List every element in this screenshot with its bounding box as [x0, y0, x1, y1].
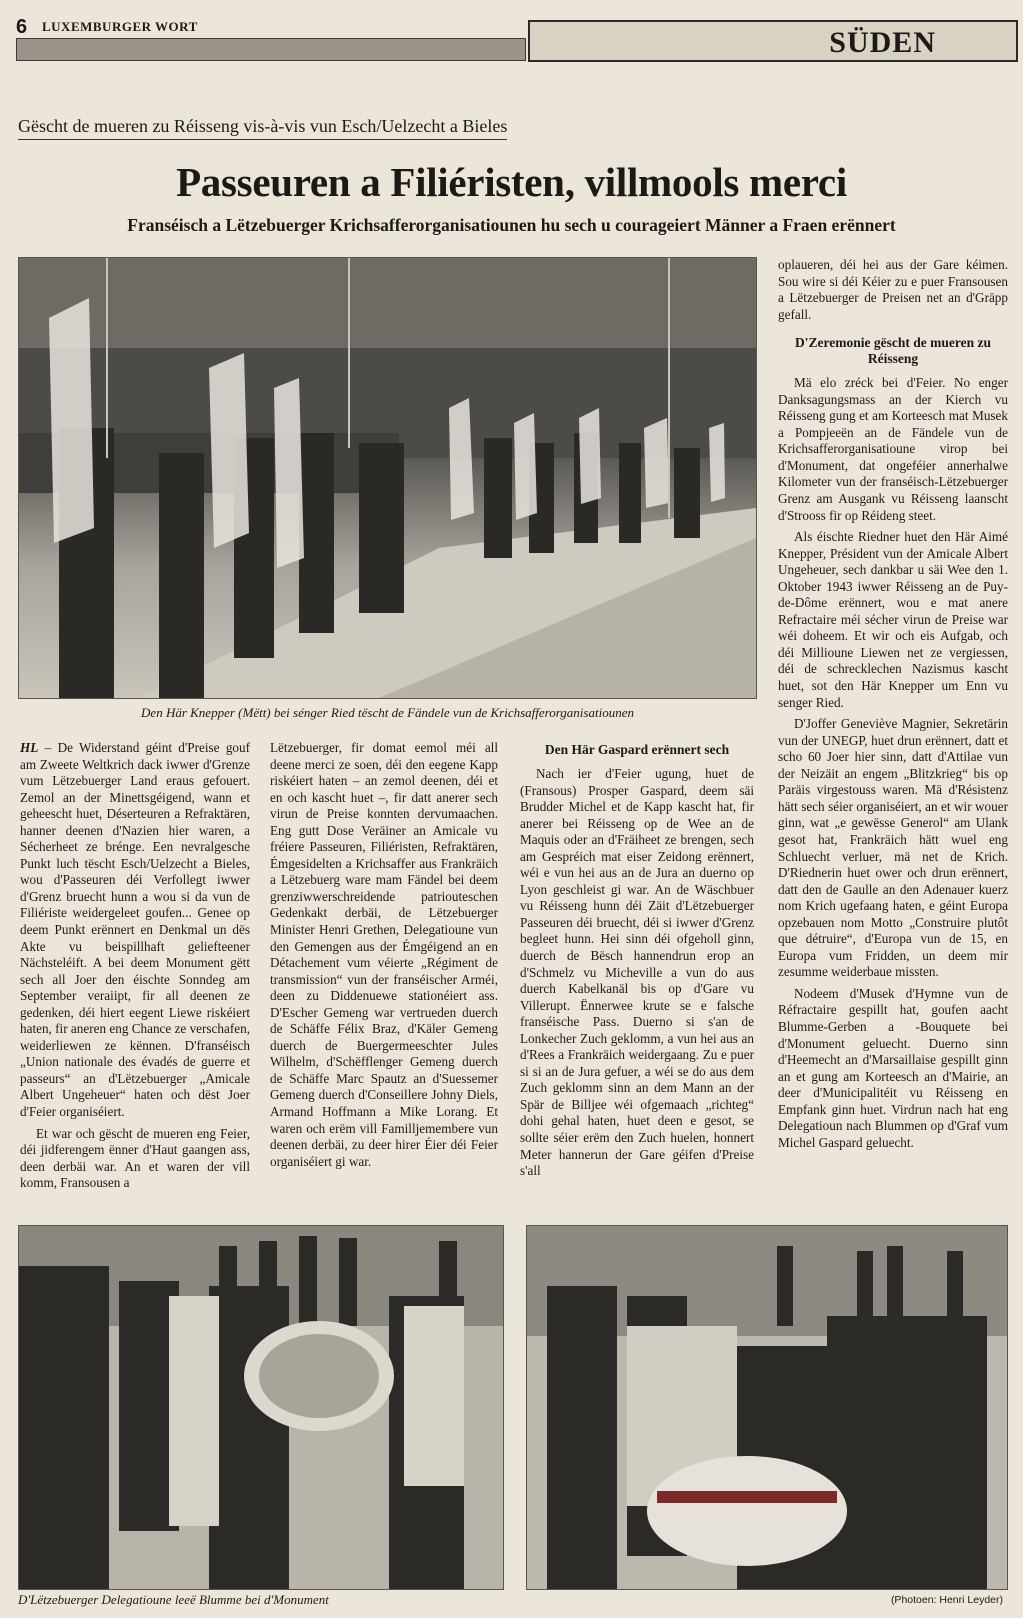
paragraph: Nach ier d'Feier ugung, huet de (Fransous) Prosper Gaspard, deem säi Brudder Michel et de Kapp kascht hat, fir anerer bei Réisseng op de Wee an de Maquis oder an d'Fräiheet ze brengen, sech am Gespréich mat eiser Zeidong erënnert, wéi e vun hei aus an de Jura an duerno op Lyon geschleist gi war. An de Wäschbuer vu Réisseng hunn déi Zäit d'Lëtzebuerger Passeuren déi bruecht, déi si iwwer d'Grenz begleet hunn. Hei sinn déi ofgeholl ginn, duerch de Bësch hannendrun erop an d'Schmelz vu Micheville a vun do aus duerch Kabelkanäl bis op d'Gare vu Villerupt. Ënnerwee krute se e falsche franséische Pass. Duerno si s'an de Lonkecher Zuch geklomm, a vun hei aus an d'Rees a Frankräich weidergaang. Zu e puer si si an de Jura gefuer, a wéi se do aus dem Zuch geklomm sinn an dem Mann an der Spär de Billjee wéi ofgemaach „richteg“ dohi gehal haten, huet deen e gesot, se sollte séier erëm den Zuch huelen, honnert Meter hannerun der Gare géifen d'Preise s'all	[520, 766, 754, 1179]
paragraph-text: – De Widerstand géint d'Preise gouf am Zweete Weltkrich dack iwwer d'Grenze vum Lëtzebuerger Land eraus gefouert. Zemol an der Minettsgéigend, wann et geheescht huet, Déserteuren a Refraktären, hanner deenen d'Nazien hier waren, a Sécherheet ze brénge. Een nevralgesche Punkt luch tëscht Esch/Uelzecht a Bieles, wou d'Passeuren déi Verfollegt iwwer d'Grenz bruecht hunn a wou si da vun de Filiériste weidergeleet goufen... Genee op deem Punkt erënnert en Denkmal un dës Akte vu beispillhaft geliefteener Nächsteléift. A bei deem Monument gëtt sech all Joer den éischte Sonndeg am September veraiipt, fir all deenen ze gedenken, déi hiert eegent Liewe riskéiert haten, fir aneren eng Chance ze verschafen, weiderliewen ze kënnen. D'franséisch „Union nationale des évadés de guerre et passeurs“ an d'Lëtzebuerger „Amicale Albert Ungeheuer“ haten och dëst Joer d'Feier organiséiert.	[20, 740, 250, 1120]
author-initials: HL	[20, 740, 39, 755]
section-box	[528, 20, 1018, 62]
paragraph	[20, 740, 250, 1121]
paragraph: Als éischte Riedner huet den Här Aimé Knepper, Président vun der Amicale Albert Ungeheuer, sech dankbar u säi Wee den 1. Oktober 1943 iwwer Réisseng an de Puy-de-Dôme erënnert, wou e mat anere Refractaire méi sécher virun de Preise war wéi doheem. Et wir och eis Aufgab, och déi Millioune Liewen net ze vergiessen, déi de schrecklechen Nazismus kascht huet, sot den Här Knepper um Enn vu senger Ried.	[778, 529, 1008, 710]
bottom-photo-caption: D'Lëtzebuerger Delegatioune leeë Blumme bei d'Monument	[18, 1592, 329, 1607]
paragraph: Lëtzebuerger, fir domat eemol méi all deene merci ze soen, déi den eegene Kapp riskéiert haten – an zemol deenen, déi et en och kascht huet –, fir datt anerer sech virun de Preise konnten dervumaachen. Eng gutt Dose Veräiner an Amicale vu fréiere Passeuren, Filiéristen, Refraktären, Émgesidelten a Krichsaffer aus Frankräich a Lëtzebuerg ware mam Fändel bei deem grenziwwerschreidende patriouteschen Gedenkakt derbäi, de Lëtzebuerger Minister Henri Grethen, Delegatioune vun den Gemengen aus der Émgéigend an en Détachement vum véierte „Régiment de transmission“ vun der franséischer Arméi, deen zu Diddenuewe stationéiert ass. D'Escher Gemeng war vertrueden duerch de Schäffe Félix Braz, d'Käler Gemeng duerch de Buergermeeschter Jules Wilhelm, d'Schëfflenger Gemeng duerch de Schäffe Marc Spautz an d'Suessemer Gemeng duerch d'Conseillere Johny Diels, Armand Hoffmann a Mike Lorang. Et waren och erëm vill Familljemembere vun deenen derbäi, zu deer hirer Éier déi Feier organiséiert gi war.	[270, 740, 498, 1169]
ceremony-photo	[18, 257, 757, 699]
section-heading: Den Här Gaspard erënnert sech	[544, 742, 730, 757]
paragraph: Nodeem d'Musek d'Hymne vun de Réfractaire gespillt hat, goufen aacht Blumme-Gerben a -Bouquete bei d'Monument geluecht. Duerno sinn d'Heemecht an d'Marsaillaise gespillt ginn an et gung am Korteesch an d'Mairie, an deer d'Municipalitéit vu Réisseng en Empfank ginn huet. Virdrun nach hat eng Delegatioun nach Blummen op d'Graf vum Michel Gaspard geluecht.	[778, 985, 1008, 1150]
section-label: SÜDEN	[829, 26, 936, 59]
paragraph: Et war och gëscht de mueren eng Feier, déi jidferengem ënner d'Haut gaangen ass, deen derbäi war. An et waren der vill komm, Fransousen a	[20, 1125, 250, 1191]
article-column-3	[520, 740, 754, 1185]
wreath-photo-right	[526, 1225, 1008, 1590]
article-column-4	[778, 257, 1008, 1156]
top-photo-caption: Den Här Knepper (Mëtt) bei sénger Ried tëscht de Fändele vun de Krichsafferorganisatiounen	[141, 705, 634, 720]
page-number: 6	[16, 16, 28, 38]
wreath-photo-right-graphic	[527, 1226, 1007, 1589]
ceremony-photo-graphic	[19, 258, 756, 698]
section-heading: D'Zeremonie gëscht de mueren zu Réisseng	[795, 335, 991, 367]
article-kicker: Gëscht de mueren zu Réisseng vis-à-vis vun Esch/Uelzecht a Bieles	[18, 116, 507, 140]
photo-credit: (Photoen: Henri Leyder)	[890, 1594, 1003, 1606]
article-column-2	[270, 740, 498, 1175]
article-headline: Passeuren a Filiéristen, villmools merci	[176, 159, 847, 205]
wreath-photo-left-graphic	[19, 1226, 503, 1589]
paragraph: D'Joffer Geneviève Magnier, Sekretärin vun der UNEGP, huet drun erënnert, datt et scho 60 Joer hier sinn, datt d'Attilae vun der Neizäit an engem „Blitzkrieg“ bis op Paräis virgestouss waren. Mä d'Résistenz hätt sech séier organiséiert, an et wir wouer ginn, wat „e gewësse Generol“ am Ulank gesot hat, Frankräich hätt wuel eng Schluecht verluer, mä net de Krich. D'Riednerin huet ower och drun erënnert, datt den de Gaulle an den Adenauer kuerz nom Krich ugefaang haten, e géint Europa opzebauen nom Motto „Construire plutôt que détruire“, d'Europa vun de 15, en Europa vum Fridden, un deem mir zesumme weiderbaue missten.	[778, 716, 1008, 980]
article-column-1	[20, 740, 250, 1197]
wreath-photo-left	[18, 1225, 504, 1590]
paragraph: oplaueren, déi hei aus der Gare kéimen. Sou wire si déi Kéier zu e puer Fransousen a Lëtzebuerger de Preisen net an d'Gräpp gefall.	[778, 257, 1008, 322]
paragraph: Mä elo zréck bei d'Feier. No enger Danksagungsmass an der Kierch vu Réisseng gung et am Korteesch mat Musek a Pompjeeën an de Fändele vun de Krichsafferorganisatioune virop bei d'Monument, dat ongeféier annerhalwe Kilometer vun der franséisch-Lëtzebuerger Grenz am Ausgank vu Réisseng laanscht d'Strooss fir op Réideng steet.	[778, 375, 1008, 523]
article-subheadline: Franséisch a Lëtzebuerger Krichsafferorganisatiounen hu sech u courageiert Männer a Fraen erënnert	[127, 215, 896, 235]
header-rule	[16, 38, 526, 61]
newspaper-name: LUXEMBURGER WORT	[42, 19, 198, 34]
